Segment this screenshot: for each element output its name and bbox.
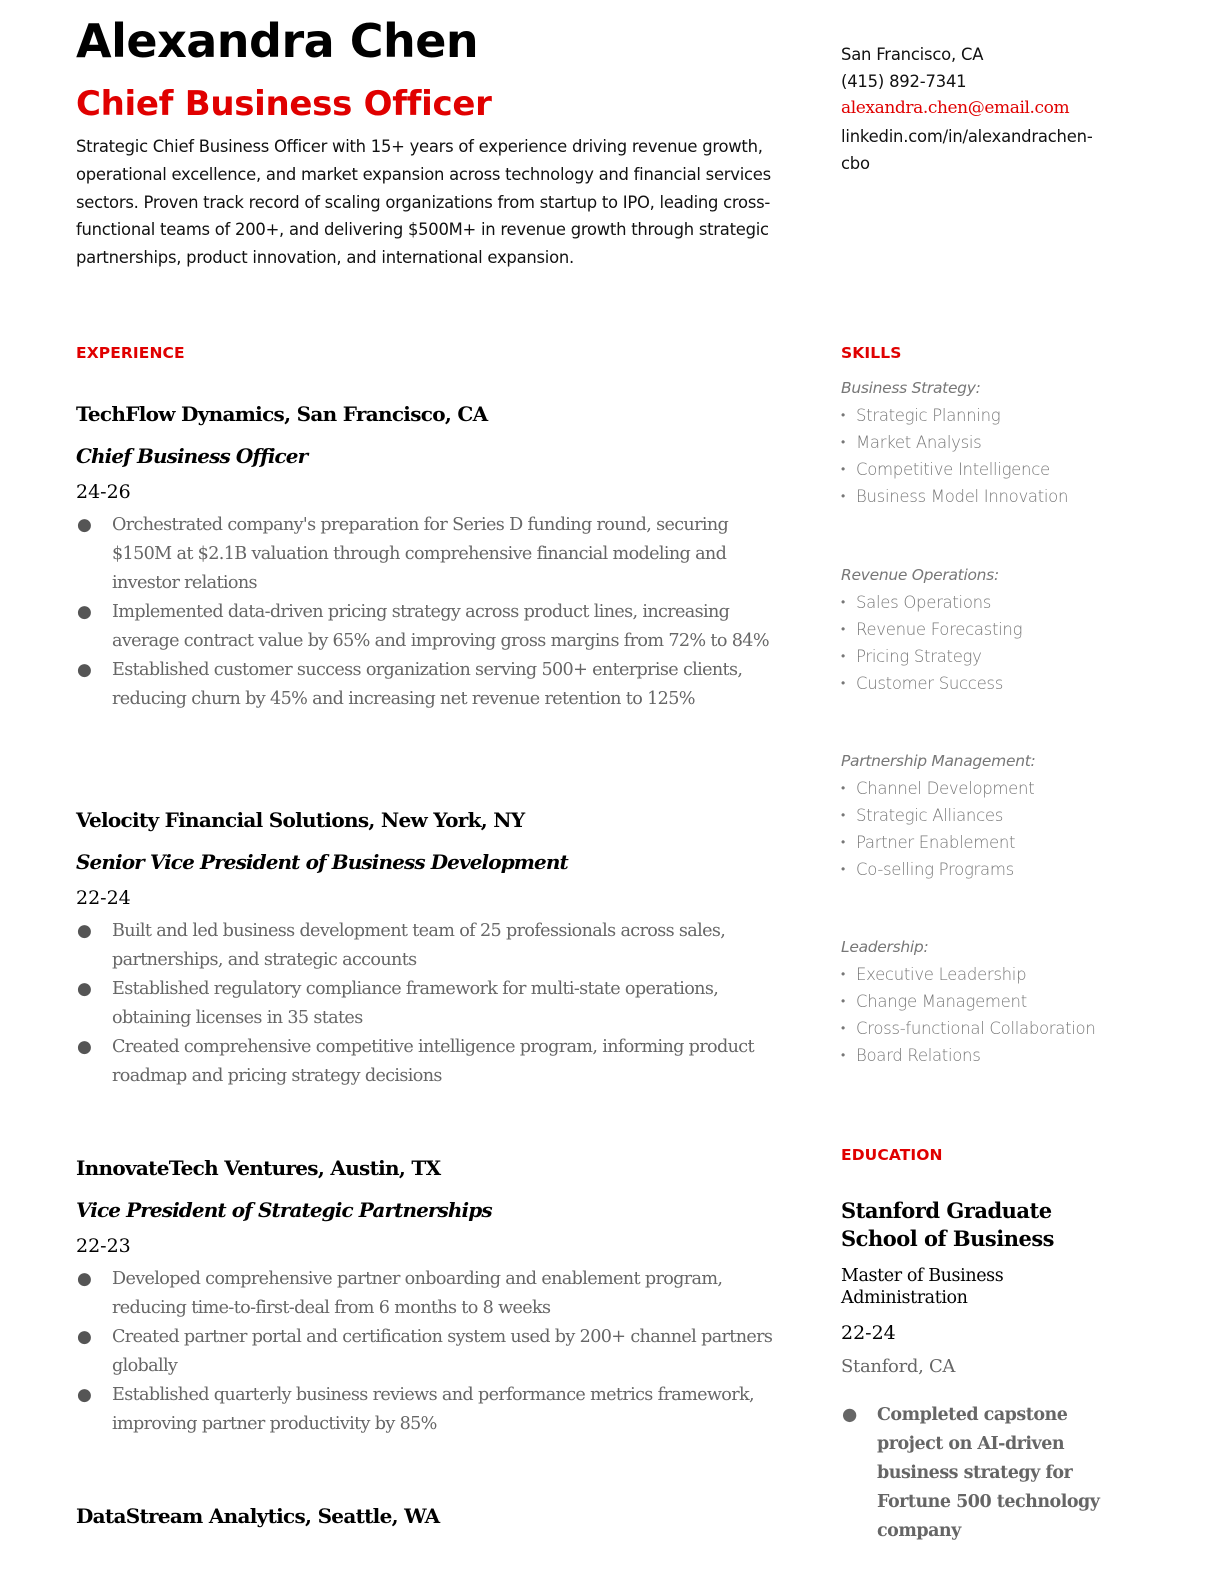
bullet-dot-icon: ● (77, 660, 92, 680)
bullet-dot-icon: • (841, 967, 845, 981)
bullet-dot-icon: • (841, 408, 845, 422)
bullet-dot-icon: ● (77, 921, 92, 941)
job-bullet: ● Developed comprehensive partner onboarding and enablement program, reducing time-to-first-deal from 6 months to 8 weeks (76, 1265, 791, 1323)
education-location: Stanford, CA (841, 1356, 956, 1377)
bullet-dot-icon: • (841, 489, 845, 504)
bullet-dot-icon: • (841, 462, 845, 477)
bullet-dot-icon: • (841, 1021, 845, 1036)
education-bullet: ● Completed capstone project on AI-driven business strategy for Fortune 500 technology company (841, 1401, 1131, 1546)
job-entry (76, 401, 791, 714)
bullet-dot-icon: • (841, 862, 845, 877)
education-entry (841, 1197, 1131, 1546)
job-bullet: ● Established customer success organization serving 500+ enterprise clients, reducing churn by 45% and increasing net revenue retention to 125% (76, 656, 791, 714)
job-entry (76, 1503, 791, 1529)
job-company: InnovateTech Ventures, Austin, TX (76, 1156, 441, 1180)
job-company: DataStream Analytics, Seattle, WA (76, 1504, 440, 1528)
job-company: TechFlow Dynamics, San Francisco, CA (76, 402, 488, 426)
bullet-dot-icon: • (841, 435, 845, 450)
job-bullet: ● Created partner portal and certification system used by 200+ channel partners globally (76, 1323, 791, 1381)
bullet-dot-icon: • (841, 808, 845, 823)
job-bullet: ● Established quarterly business reviews and performance metrics framework, improving partner productivity by 85% (76, 1381, 791, 1439)
skill-group-revenue-operations (841, 562, 1131, 697)
bullet-dot-icon: ● (842, 1405, 857, 1425)
bullet-dot-icon: ● (77, 1327, 92, 1347)
contact-phone: (415) 892-7341 (841, 72, 967, 92)
job-dates: 24-26 (76, 481, 131, 503)
bullet-dot-icon: • (841, 649, 845, 664)
skill-item: • Change Management (841, 988, 1131, 1015)
job-bullet: ● Orchestrated company's preparation for Series D funding round, securing $150M at $2.1B valuation through comprehensive financial modeling and investor relations (76, 511, 791, 598)
skill-item: • Sales Operations (841, 589, 1131, 616)
skill-group-partnership-management (841, 748, 1131, 883)
skill-category: Business Strategy: (841, 379, 981, 397)
job-company: Velocity Financial Solutions, New York, NY (76, 808, 525, 832)
skill-item: • Customer Success (841, 670, 1131, 697)
skill-item: • Pricing Strategy (841, 643, 1131, 670)
job-bullets (76, 1265, 791, 1439)
skills-heading: SKILLS (841, 344, 902, 362)
bullet-dot-icon: • (841, 1048, 845, 1063)
skill-item: • Strategic Alliances (841, 802, 1131, 829)
skill-category: Revenue Operations: (841, 566, 999, 584)
job-role: Senior Vice President of Business Development (76, 850, 568, 874)
skill-item: • Channel Development (841, 775, 1131, 802)
skill-item: • Board Relations (841, 1042, 1131, 1069)
skill-category: Partnership Management: (841, 752, 1036, 770)
job-dates: 22-24 (76, 887, 131, 909)
skill-item: • Competitive Intelligence (841, 456, 1131, 483)
bullet-dot-icon: • (841, 835, 845, 850)
bullet-dot-icon: • (841, 595, 845, 609)
bullet-dot-icon: • (841, 622, 845, 637)
job-entry (76, 1155, 791, 1439)
bullet-dot-icon: • (841, 781, 845, 795)
bullet-dot-icon: ● (77, 515, 92, 535)
job-bullet: ● Implemented data-driven pricing strategy across product lines, increasing average contract value by 65% and improving gross margins from 72% to 84% (76, 598, 791, 656)
skill-item: • Co-selling Programs (841, 856, 1131, 883)
job-role: Vice President of Strategic Partnerships (76, 1198, 492, 1222)
candidate-title: Chief Business Officer (76, 84, 492, 124)
job-bullet: ● Built and led business development team of 25 professionals across sales, partnerships, and strategic accounts (76, 917, 791, 975)
candidate-name: Alexandra Chen (76, 14, 479, 68)
experience-heading: EXPERIENCE (76, 344, 185, 362)
contact-linkedin[interactable]: linkedin.com/in/alexandrachen-cbo (841, 126, 1093, 173)
contact-block (841, 41, 1121, 177)
skill-item: • Cross-functional Collaboration (841, 1015, 1131, 1042)
skill-item: • Executive Leadership (841, 961, 1131, 988)
skill-item: • Revenue Forecasting (841, 616, 1131, 643)
bullet-dot-icon: • (841, 676, 845, 691)
job-bullets (76, 917, 791, 1091)
job-dates: 22-23 (76, 1235, 131, 1257)
education-bullets (841, 1401, 1131, 1546)
education-school: Stanford Graduate School of Business (841, 1198, 1054, 1251)
skill-group-business-strategy (841, 375, 1131, 510)
bullet-dot-icon: ● (77, 602, 92, 622)
skill-item: • Strategic Planning (841, 402, 1131, 429)
bullet-dot-icon: ● (77, 1385, 92, 1405)
job-entry (76, 807, 791, 1091)
bullet-dot-icon: ● (77, 1037, 92, 1057)
skill-group-leadership (841, 934, 1131, 1069)
contact-email-link[interactable]: alexandra.chen@email.com (841, 98, 1070, 119)
job-bullet: ● Established regulatory compliance framework for multi-state operations, obtaining licenses in 35 states (76, 975, 791, 1033)
bullet-dot-icon: • (841, 994, 845, 1009)
contact-location: San Francisco, CA (841, 45, 984, 64)
skill-category: Leadership: (841, 938, 929, 956)
skill-item: • Partner Enablement (841, 829, 1131, 856)
job-bullet: ● Created comprehensive competitive intelligence program, informing product roadmap and pricing strategy decisions (76, 1033, 791, 1091)
education-heading: EDUCATION (841, 1146, 943, 1164)
bullet-dot-icon: ● (77, 979, 92, 999)
job-role: Chief Business Officer (76, 444, 308, 468)
bullet-dot-icon: ● (77, 1269, 92, 1289)
job-bullets (76, 511, 791, 714)
skill-item: • Business Model Innovation (841, 483, 1131, 510)
education-dates: 22-24 (841, 1322, 896, 1344)
skill-item: • Market Analysis (841, 429, 1131, 456)
education-degree: Master of Business Administration (841, 1266, 1004, 1308)
professional-summary: Strategic Chief Business Officer with 15+ years of experience driving revenue growth, operational excellence, and market expansion across technology and financial services sectors. Proven track record of scaling organizations from startup to IPO, leading cross-functional teams of 200+, and delivering $500M+ in revenue growth through strategic partnerships, product innovation, and international expansion. (76, 137, 771, 268)
